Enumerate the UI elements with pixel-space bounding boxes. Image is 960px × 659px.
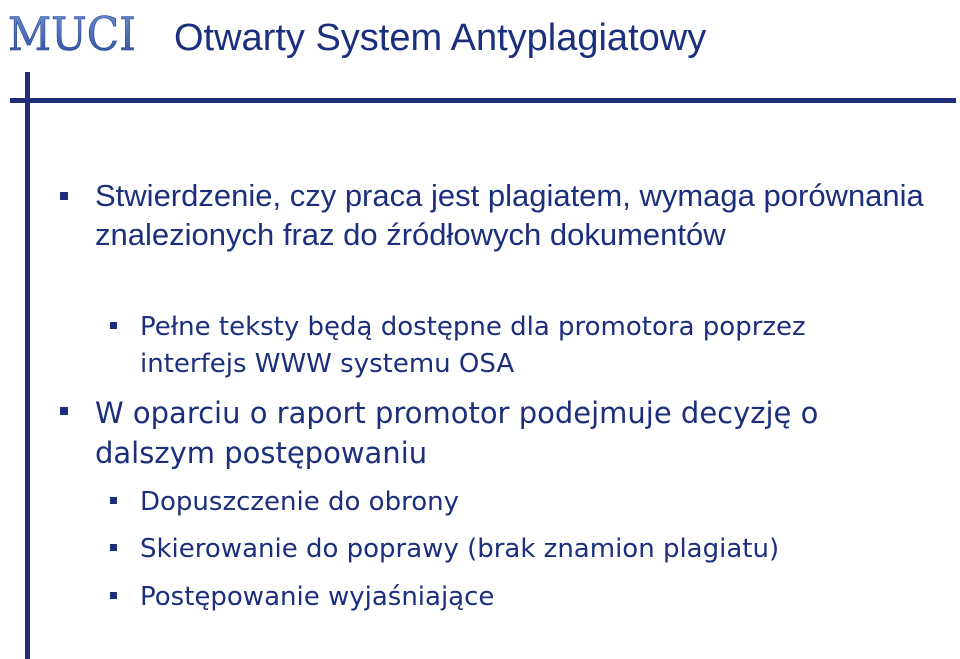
bullet-item-1: Stwierdzenie, czy praca jest plagiatem, wymaga porównania znalezionych fraz do źródłowych dokumentów bbox=[95, 178, 924, 252]
muci-logo-text: MUCI bbox=[7, 8, 136, 62]
bullet-square-icon bbox=[60, 407, 68, 415]
bullet-square-icon bbox=[110, 544, 117, 551]
bullet-item-3: W oparciu o raport promotor podejmuje decyzję o dalszym postępowaniu bbox=[95, 396, 819, 470]
bullet-item-2: Pełne teksty będą dostępne dla promotora poprzez interfejs WWW systemu OSA bbox=[140, 312, 806, 379]
bullet-square-icon bbox=[110, 497, 117, 504]
slide-title: Otwarty System Antyplagiatowy bbox=[174, 17, 707, 59]
bullet-square-icon bbox=[110, 592, 117, 599]
bullet-square-icon bbox=[60, 192, 68, 200]
bullet-item-6: Postępowanie wyjaśniające bbox=[140, 582, 495, 612]
bullet-square-icon bbox=[110, 322, 117, 329]
bullet-item-5: Skierowanie do poprawy (brak znamion plagiatu) bbox=[140, 534, 780, 564]
bullet-item-4: Dopuszczenie do obrony bbox=[140, 487, 459, 517]
